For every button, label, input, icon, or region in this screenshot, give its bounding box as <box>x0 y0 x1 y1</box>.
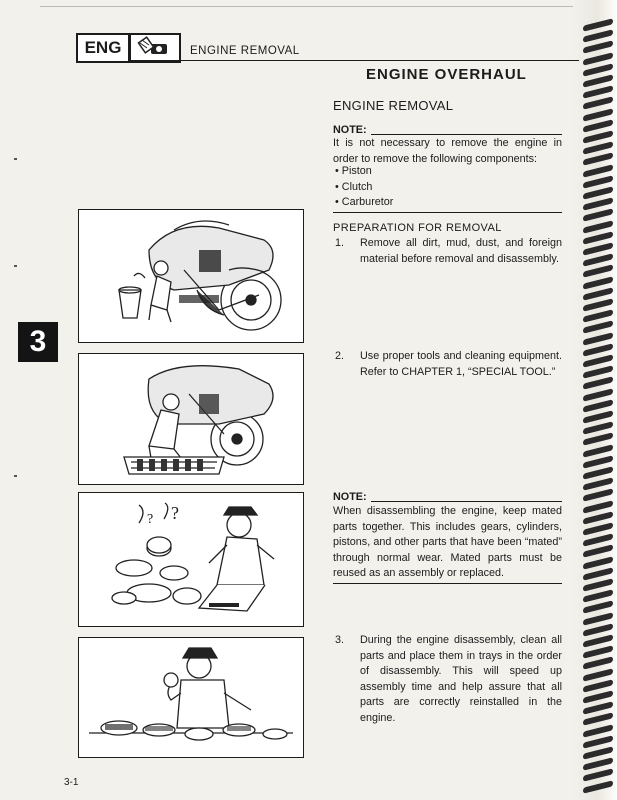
binding-ring <box>583 769 613 782</box>
step-2 <box>335 349 562 409</box>
binding-ring <box>583 265 613 278</box>
scan-mark <box>14 475 17 477</box>
binding-ring <box>583 545 613 558</box>
mechanic-sorting-parts-illustration <box>78 637 304 758</box>
binding-ring <box>583 153 613 166</box>
binding-ring <box>583 713 613 726</box>
note2-label: NOTE: <box>333 491 367 503</box>
binding-ring <box>583 433 613 446</box>
page-top-edge <box>40 6 580 7</box>
binding-ring <box>583 209 613 222</box>
note2-bottom-rule <box>333 583 562 584</box>
scan-mark <box>14 265 17 267</box>
note1-rule <box>371 134 562 135</box>
mechanic-with-toolbox-illustration <box>78 353 304 485</box>
confused-mechanic-with-parts-illustration <box>78 492 304 627</box>
step-text: Use proper tools and cleaning equipment. Refer to CHAPTER 1, “SPECIAL TOOL.” <box>360 350 562 378</box>
chapter-title: ENGINE OVERHAUL <box>366 66 527 83</box>
preparation-heading: PREPARATION FOR REMOVAL <box>333 222 502 234</box>
list-item: • Carburetor <box>335 195 393 211</box>
note1-bottom-rule <box>333 212 562 213</box>
note2-text: When disassembling the engine, keep mated parts together. This includes gears, cylinders, pistons, and other parts that have been “mated” through normal wear. Mated parts must be reused as an assembly or replaced. <box>333 505 562 579</box>
note1-list <box>335 164 393 211</box>
binding-ring <box>583 601 613 614</box>
spiral-binding <box>573 0 617 800</box>
step-3 <box>335 633 562 733</box>
binding-ring <box>583 377 613 390</box>
step-number: 3. <box>335 634 345 646</box>
binding-ring <box>583 657 613 670</box>
binding-ring <box>583 780 613 793</box>
step-number: 1. <box>335 237 345 249</box>
binding-ring <box>583 97 613 110</box>
chapter-tab: 3 <box>18 322 58 362</box>
binding-ring <box>583 41 613 54</box>
mechanic-washing-motorcycle-illustration <box>78 209 304 343</box>
list-item: • Clutch <box>335 180 393 196</box>
engine-piston-icon <box>129 33 181 63</box>
note1-label: NOTE: <box>333 124 367 136</box>
note1-text: It is not necessary to remove the engine in order to remove the following components: <box>333 137 562 165</box>
running-title: ENGINE REMOVAL <box>190 45 300 57</box>
scan-mark <box>14 158 17 160</box>
binding-ring <box>583 321 613 334</box>
step-number: 2. <box>335 350 345 362</box>
page-number: 3-1 <box>64 777 79 788</box>
binding-ring <box>583 489 613 502</box>
step-1 <box>335 236 562 276</box>
list-item: • Piston <box>335 164 393 180</box>
svg-text:?: ? <box>171 503 179 523</box>
section-code-box: ENG <box>76 33 130 63</box>
svg-text:?: ? <box>147 512 154 527</box>
subsection-title: ENGINE REMOVAL <box>333 98 454 113</box>
step-text: Remove all dirt, mud, dust, and foreign material before removal and disassembly. <box>360 237 562 265</box>
header-rule <box>129 60 579 61</box>
note2-rule <box>371 501 562 502</box>
step-text: During the engine disassembly, clean all parts and place them in trays in the order of disassembly. This will speed up assembly time and help assure that all parts are correctly reinstalled in the engine. <box>360 634 562 724</box>
